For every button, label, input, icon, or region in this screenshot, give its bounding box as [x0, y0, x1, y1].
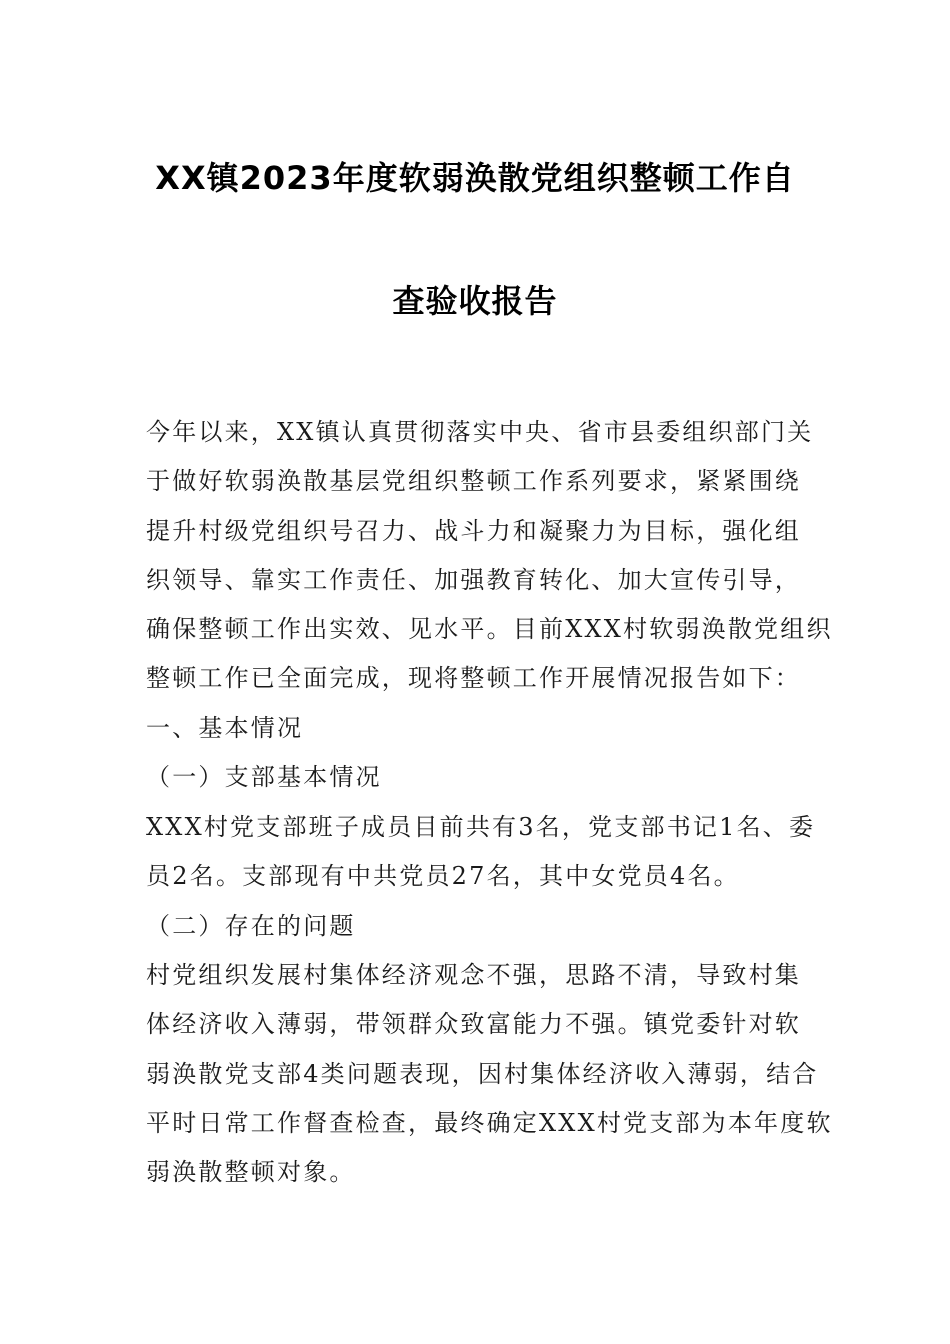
section-1-heading: 一、基本情况: [146, 714, 304, 742]
subsection-2-heading: （二）存在的问题: [146, 912, 356, 940]
subsection-1-line: XXX村党支部班子成员目前共有3名，党支部书记1名、委: [146, 813, 816, 841]
intro-paragraph: [146, 408, 833, 704]
intro-line: 织领导、靠实工作责任、加强教育转化、加大宣传引导，: [146, 565, 801, 594]
subsection-2-line: 体经济收入薄弱，带领群众致富能力不强。镇党委针对软: [146, 1010, 801, 1039]
document-title-line-1: XX镇2023年度软弱涣散党组织整顿工作自: [155, 159, 795, 197]
subsection-2-line: 弱涣散党支部4类问题表现，因村集体经济收入薄弱，结合: [146, 1059, 819, 1088]
subsection-2-line: 弱涣散整顿对象。: [146, 1158, 356, 1187]
subsection-1-line: 员2名。支部现有中共党员27名，其中女党员4名。: [146, 862, 740, 891]
document-title-line-2: 查验收报告: [392, 282, 558, 320]
subsection-2-line: 村党组织发展村集体经济观念不强，思路不清，导致村集: [146, 961, 801, 989]
subsection-1-paragraph: [146, 803, 816, 902]
intro-line: 整顿工作已全面完成，现将整顿工作开展情况报告如下：: [146, 664, 801, 693]
intro-line: 于做好软弱涣散基层党组织整顿工作系列要求，紧紧围绕: [146, 467, 801, 496]
intro-line: 今年以来，XX镇认真贯彻落实中央、省市县委组织部门关: [146, 418, 814, 446]
subsection-2-paragraph: [146, 951, 833, 1197]
intro-line: 确保整顿工作出实效、见水平。目前XXX村软弱涣散党组织: [146, 615, 833, 644]
subsection-2-line: 平时日常工作督查检查，最终确定XXX村党支部为本年度软: [146, 1108, 833, 1137]
subsection-1-heading: （一）支部基本情况: [146, 763, 382, 791]
intro-line: 提升村级党组织号召力、战斗力和凝聚力为目标，强化组: [146, 516, 801, 545]
